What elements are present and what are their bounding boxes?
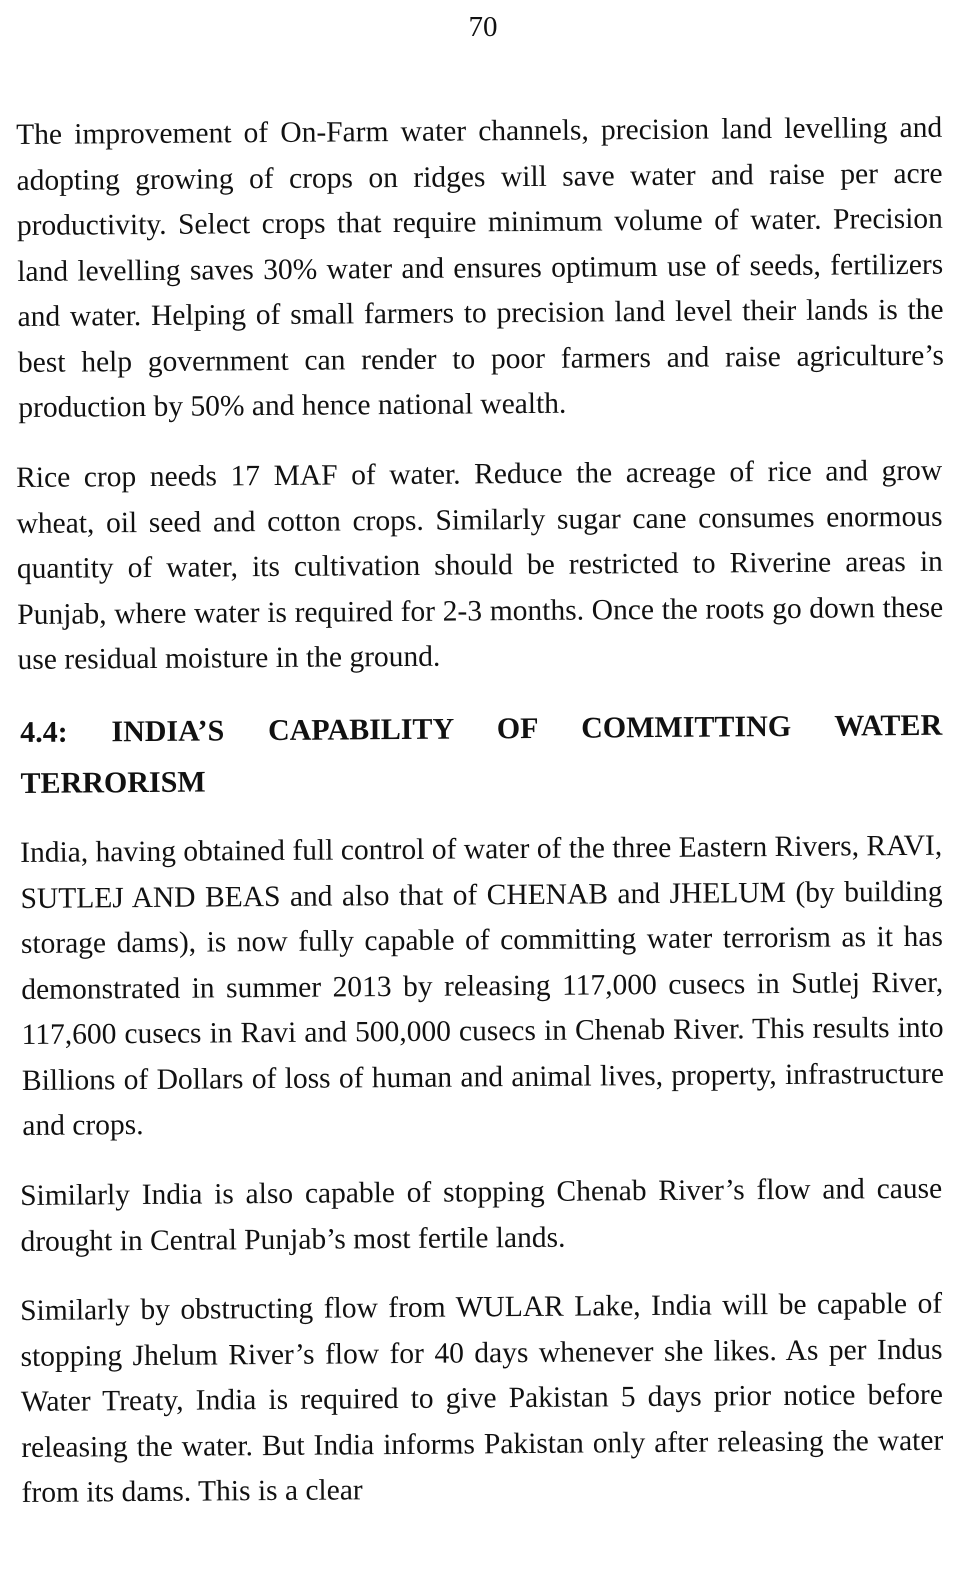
paragraph-water-control: India, having obtained full control of water of the three Eastern Rivers, RAVI, SUTLEJ AND BEAS and also that of CHENAB and JHELUM (by building storage dams), is now fully capable of committing water terrorism as it has demonstrated in summer 2013 by releasing 117,000 cusecs in Sutlej River, 117,600 cusecs in Ravi and 500,000 cusecs in Chenab River. This results into Billions of Dollars of loss of human and animal lives, property, infrastructure and crops. [20,829,945,1142]
section-heading: 4.4: INDIA’S CAPABILITY OF COMMITTING WATER TERRORISM [20,708,943,800]
paragraph-chenab-flow: Similarly India is also capable of stopping Chenab River’s flow and cause drought in Central Punjab’s most fertile lands. [20,1172,943,1257]
paragraph-wular-lake: Similarly by obstructing flow from WULAR Lake, India will be capable of stopping Jhelum River’s flow for 40 days whenever she likes. As per Indus Water Treaty, India is required to give Pakistan 5 days prior notice before releasing the water. But India informs Pakistan only after releasing the water from its dams. This is a clear [20,1287,944,1509]
paragraph-rice-crop: Rice crop needs 17 MAF of water. Reduce the acreage of rice and grow wheat, oil seed and cotton crops. Similarly sugar cane consumes enormous quantity of water, its cultivation should be restricted to Riverine areas in Punjab, where water is required for 2-3 months. Once the roots go down these use residual moisture in the ground. [16,454,944,676]
page-number: 70 [468,11,498,43]
paragraph-water-channels: The improvement of On-Farm water channels, precision land levelling and adopting growing of crops on ridges will save water and raise per acre productivity. Select crops that require minimum volume of water. Precision land levelling saves 30% water and ensures optimum use of seeds, fertilizers and water. Helping of small farmers to precision land level their lands is the best help government can render to poor farmers and raise agriculture’s production by 50% and hence national wealth. [16,111,945,424]
